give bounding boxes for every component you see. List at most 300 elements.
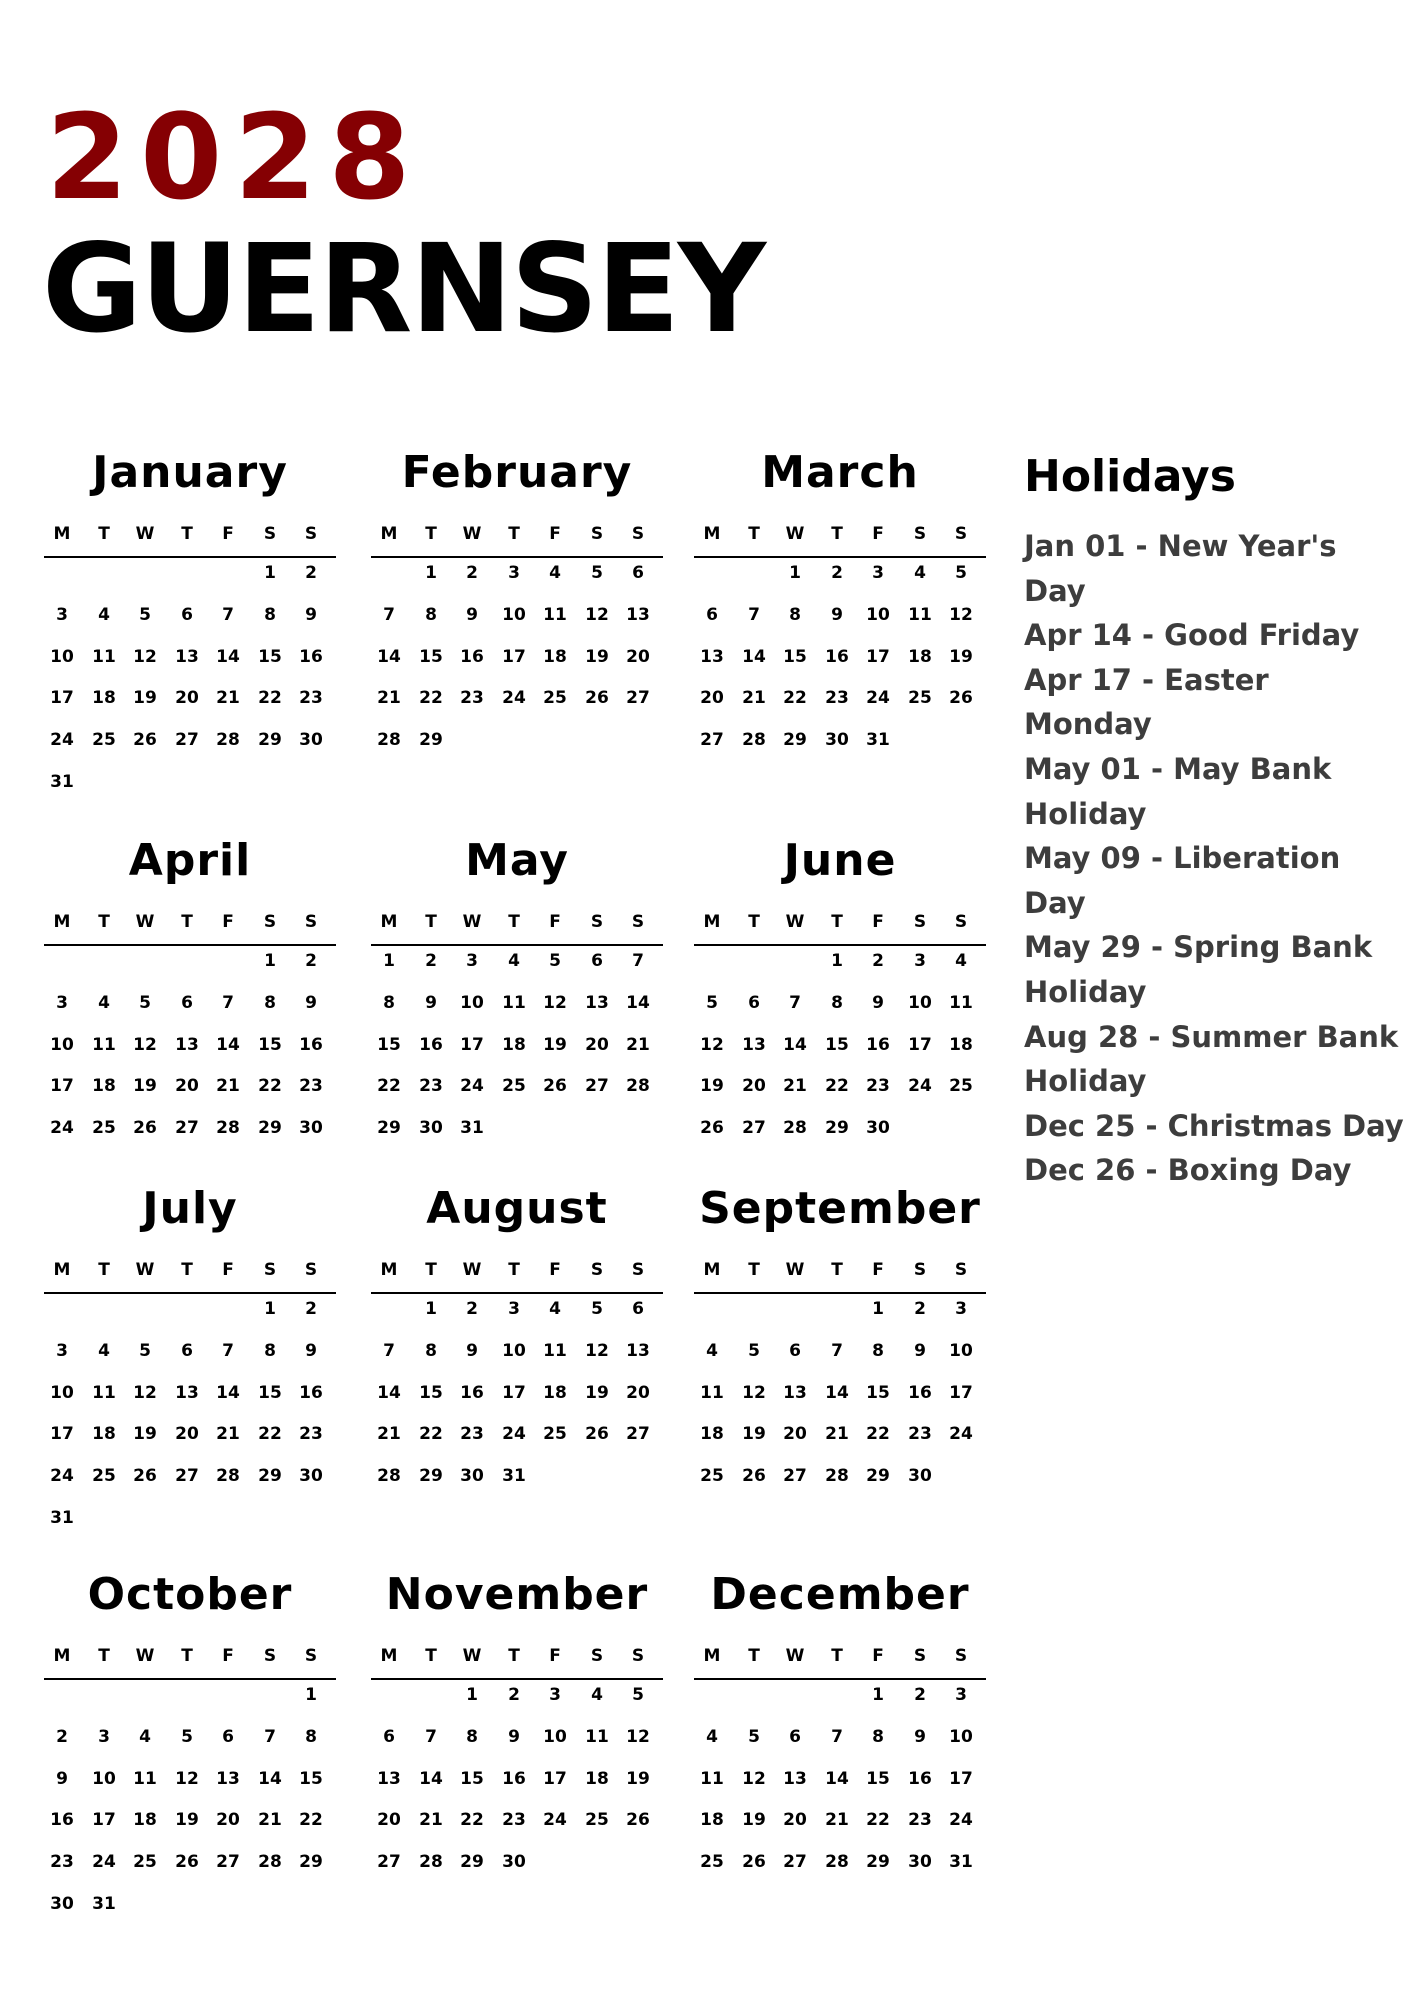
- day-cell: 2: [425, 951, 437, 971]
- weekday-label: T: [181, 1646, 193, 1666]
- month-name: January: [92, 447, 288, 498]
- day-cell: 10: [50, 646, 74, 667]
- day-cell: 24: [502, 1424, 526, 1445]
- day-cell: 29: [460, 1852, 484, 1873]
- day-cell: 27: [783, 1466, 807, 1487]
- day-cell: 27: [626, 688, 650, 709]
- day-cell: 23: [299, 1076, 323, 1097]
- weekday-label: T: [831, 912, 843, 932]
- day-cell: 21: [216, 1076, 240, 1097]
- weekday-label: T: [98, 912, 110, 932]
- day-cell: 12: [585, 1340, 609, 1361]
- day-cell: 14: [216, 1382, 240, 1403]
- day-cell: 26: [626, 1810, 650, 1831]
- calendar-region-title: GUERNSEY: [42, 218, 765, 360]
- day-cell: 17: [866, 646, 890, 667]
- day-cell: 13: [585, 992, 609, 1013]
- day-cell: 8: [466, 1726, 478, 1747]
- weekday-label: F: [222, 1646, 234, 1666]
- day-cell: 13: [742, 1034, 766, 1055]
- day-cell: 4: [706, 1340, 718, 1361]
- calendar-year: 2028: [46, 88, 423, 226]
- day-cell: 14: [825, 1382, 849, 1403]
- day-cell: 25: [543, 688, 567, 709]
- day-cell: 30: [50, 1894, 74, 1914]
- day-cell: 17: [460, 1034, 484, 1055]
- day-cell: 10: [50, 1382, 74, 1403]
- day-cell: 28: [626, 1076, 650, 1097]
- day-cell: 7: [383, 604, 395, 625]
- day-cell: 4: [549, 563, 561, 583]
- day-cell: 11: [700, 1382, 724, 1403]
- day-cell: 14: [419, 1768, 443, 1789]
- day-cell: 31: [949, 1852, 973, 1873]
- day-cell: 3: [508, 563, 520, 583]
- day-cell: 16: [866, 1034, 890, 1055]
- day-cell: 1: [264, 563, 276, 583]
- day-cell: 21: [258, 1810, 282, 1831]
- day-cell: 17: [908, 1034, 932, 1055]
- day-cell: 28: [825, 1852, 849, 1873]
- weekday-label: T: [831, 1260, 843, 1280]
- day-cell: 20: [377, 1810, 401, 1831]
- day-cell: 24: [866, 688, 890, 709]
- day-cell: 5: [139, 992, 151, 1013]
- day-cell: 20: [216, 1810, 240, 1831]
- day-cell: 27: [377, 1852, 401, 1873]
- day-cell: 27: [700, 730, 724, 751]
- day-cell: 8: [264, 992, 276, 1013]
- day-cell: 19: [700, 1076, 724, 1097]
- weekday-label: M: [703, 524, 721, 544]
- day-cell: 25: [700, 1852, 724, 1873]
- weekday-label: M: [53, 524, 71, 544]
- weekday-label: M: [380, 912, 398, 932]
- day-cell: 14: [626, 992, 650, 1013]
- weekday-label: M: [53, 1260, 71, 1280]
- day-cell: 28: [419, 1852, 443, 1873]
- month-name: September: [699, 1183, 981, 1234]
- day-cell: 28: [783, 1118, 807, 1139]
- weekday-label: S: [590, 1646, 604, 1666]
- day-cell: 24: [50, 1466, 74, 1487]
- holidays-title: Holidays: [1024, 451, 1236, 502]
- day-cell: 24: [50, 730, 74, 751]
- weekday-label: S: [913, 1260, 927, 1280]
- day-cell: 5: [955, 563, 967, 583]
- day-cell: 7: [748, 604, 760, 625]
- day-cell: 9: [56, 1768, 68, 1789]
- day-cell: 16: [908, 1382, 932, 1403]
- weekday-label: M: [380, 1260, 398, 1280]
- weekday-label: F: [872, 1260, 884, 1280]
- day-cell: 19: [742, 1424, 766, 1445]
- day-cell: 19: [585, 646, 609, 667]
- day-cell: 26: [133, 1118, 157, 1139]
- weekday-header: [694, 1640, 986, 1680]
- day-cell: 16: [502, 1768, 526, 1789]
- weekday-label: M: [53, 912, 71, 932]
- weekday-label: T: [98, 1260, 110, 1280]
- day-cell: 27: [783, 1852, 807, 1873]
- weekday-label: W: [785, 1646, 805, 1666]
- day-cell: 17: [543, 1768, 567, 1789]
- day-cell: 28: [377, 1466, 401, 1487]
- weekday-label: W: [462, 912, 482, 932]
- day-cell: 17: [949, 1382, 973, 1403]
- day-cell: 30: [908, 1852, 932, 1873]
- day-cell: 6: [632, 563, 644, 583]
- day-cell: 12: [949, 604, 973, 625]
- day-cell: 2: [466, 563, 478, 583]
- day-cell: 22: [866, 1810, 890, 1831]
- day-cell: 19: [742, 1810, 766, 1831]
- day-cell: 14: [783, 1034, 807, 1055]
- day-cell: 29: [419, 730, 443, 751]
- day-cell: 3: [98, 1726, 110, 1747]
- weekday-header: [44, 1640, 336, 1680]
- day-cell: 6: [789, 1340, 801, 1361]
- day-cell: 25: [949, 1076, 973, 1097]
- weekday-label: W: [135, 1646, 155, 1666]
- day-cell: 4: [914, 563, 926, 583]
- weekday-label: T: [748, 912, 760, 932]
- day-cell: 29: [419, 1466, 443, 1487]
- day-cell: 18: [949, 1034, 973, 1055]
- day-cell: 15: [258, 1382, 282, 1403]
- day-cell: 7: [264, 1726, 276, 1747]
- day-cell: 18: [133, 1810, 157, 1831]
- day-cell: 20: [700, 688, 724, 709]
- day-cell: 9: [305, 604, 317, 625]
- day-cell: 20: [742, 1076, 766, 1097]
- day-cell: 13: [626, 604, 650, 625]
- day-cell: 6: [181, 992, 193, 1013]
- day-cell: 19: [175, 1810, 199, 1831]
- day-cell: 17: [92, 1810, 116, 1831]
- day-cell: 2: [872, 951, 884, 971]
- day-cell: 23: [299, 688, 323, 709]
- day-cell: 16: [299, 1034, 323, 1055]
- day-cell: 26: [175, 1852, 199, 1873]
- day-cell: 26: [585, 1424, 609, 1445]
- day-cell: 21: [419, 1810, 443, 1831]
- day-cell: 9: [466, 604, 478, 625]
- day-cell: 16: [299, 1382, 323, 1403]
- day-cell: 27: [175, 1466, 199, 1487]
- weekday-label: W: [135, 912, 155, 932]
- day-cell: 21: [783, 1076, 807, 1097]
- day-cell: 9: [508, 1726, 520, 1747]
- day-cell: 1: [872, 1299, 884, 1319]
- day-cell: 30: [419, 1118, 443, 1139]
- weekday-label: W: [462, 1646, 482, 1666]
- weekday-label: T: [425, 524, 437, 544]
- day-cell: 23: [908, 1424, 932, 1445]
- day-cell: 8: [872, 1726, 884, 1747]
- month-name: June: [783, 835, 897, 886]
- day-cell: 17: [502, 1382, 526, 1403]
- day-cell: 11: [908, 604, 932, 625]
- day-cell: 1: [872, 1685, 884, 1705]
- day-cell: 11: [700, 1768, 724, 1789]
- day-cell: 27: [585, 1076, 609, 1097]
- day-cell: 15: [419, 1382, 443, 1403]
- weekday-label: T: [98, 1646, 110, 1666]
- day-cell: 26: [133, 1466, 157, 1487]
- day-cell: 6: [181, 604, 193, 625]
- day-cell: 22: [460, 1810, 484, 1831]
- day-cell: 22: [258, 1424, 282, 1445]
- day-cell: 28: [377, 730, 401, 751]
- day-cell: 5: [139, 604, 151, 625]
- day-cell: 22: [299, 1810, 323, 1831]
- day-cell: 10: [502, 604, 526, 625]
- weekday-header: [44, 1254, 336, 1294]
- day-cell: 24: [502, 688, 526, 709]
- weekday-label: S: [590, 524, 604, 544]
- month-name: July: [142, 1183, 238, 1234]
- day-cell: 23: [866, 1076, 890, 1097]
- day-cell: 13: [783, 1768, 807, 1789]
- day-cell: 21: [377, 1424, 401, 1445]
- weekday-label: S: [590, 912, 604, 932]
- weekday-label: S: [913, 1646, 927, 1666]
- day-cell: 22: [866, 1424, 890, 1445]
- day-cell: 26: [543, 1076, 567, 1097]
- day-cell: 17: [949, 1768, 973, 1789]
- day-cell: 29: [377, 1118, 401, 1139]
- month-name: October: [87, 1569, 293, 1620]
- weekday-label: F: [872, 1646, 884, 1666]
- day-cell: 8: [872, 1340, 884, 1361]
- day-cell: 7: [632, 951, 644, 971]
- weekday-label: S: [263, 524, 277, 544]
- day-cell: 4: [549, 1299, 561, 1319]
- day-cell: 19: [543, 1034, 567, 1055]
- day-cell: 16: [825, 646, 849, 667]
- day-cell: 16: [419, 1034, 443, 1055]
- day-cell: 6: [383, 1726, 395, 1747]
- day-cell: 7: [425, 1726, 437, 1747]
- day-cell: 20: [626, 1382, 650, 1403]
- day-cell: 29: [299, 1852, 323, 1873]
- month-name: August: [426, 1183, 608, 1234]
- day-cell: 7: [831, 1726, 843, 1747]
- day-cell: 18: [92, 1076, 116, 1097]
- day-cell: 15: [866, 1382, 890, 1403]
- weekday-label: S: [631, 912, 645, 932]
- day-cell: 13: [783, 1382, 807, 1403]
- day-cell: 31: [866, 730, 890, 751]
- day-cell: 24: [908, 1076, 932, 1097]
- weekday-label: S: [954, 912, 968, 932]
- day-cell: 30: [825, 730, 849, 751]
- day-cell: 8: [425, 604, 437, 625]
- weekday-label: W: [462, 1260, 482, 1280]
- day-cell: 25: [92, 1118, 116, 1139]
- day-cell: 22: [825, 1076, 849, 1097]
- day-cell: 5: [139, 1340, 151, 1361]
- day-cell: 29: [258, 1466, 282, 1487]
- day-cell: 23: [460, 1424, 484, 1445]
- month-name: May: [465, 835, 569, 886]
- day-cell: 11: [585, 1726, 609, 1747]
- weekday-label: M: [380, 524, 398, 544]
- day-cell: 3: [955, 1299, 967, 1319]
- day-cell: 27: [216, 1852, 240, 1873]
- day-cell: 13: [175, 1382, 199, 1403]
- day-cell: 28: [216, 1118, 240, 1139]
- weekday-label: S: [304, 1260, 318, 1280]
- day-cell: 23: [460, 688, 484, 709]
- day-cell: 20: [783, 1424, 807, 1445]
- day-cell: 10: [543, 1726, 567, 1747]
- day-cell: 19: [133, 688, 157, 709]
- day-cell: 16: [299, 646, 323, 667]
- holiday-item: Dec 25 - Christmas Day: [1024, 1108, 1404, 1143]
- weekday-label: S: [304, 524, 318, 544]
- day-cell: 30: [299, 730, 323, 751]
- day-cell: 15: [258, 1034, 282, 1055]
- day-cell: 24: [460, 1076, 484, 1097]
- day-cell: 2: [305, 563, 317, 583]
- weekday-label: M: [703, 1646, 721, 1666]
- weekday-header: [44, 906, 336, 946]
- weekday-label: W: [135, 1260, 155, 1280]
- day-cell: 12: [626, 1726, 650, 1747]
- day-cell: 15: [825, 1034, 849, 1055]
- day-cell: 18: [92, 688, 116, 709]
- day-cell: 18: [92, 1424, 116, 1445]
- day-cell: 8: [425, 1340, 437, 1361]
- day-cell: 11: [92, 1382, 116, 1403]
- day-cell: 7: [789, 992, 801, 1013]
- day-cell: 7: [831, 1340, 843, 1361]
- day-cell: 18: [543, 646, 567, 667]
- day-cell: 21: [825, 1424, 849, 1445]
- day-cell: 13: [216, 1768, 240, 1789]
- day-cell: 16: [460, 646, 484, 667]
- day-cell: 7: [222, 992, 234, 1013]
- day-cell: 17: [50, 688, 74, 709]
- weekday-label: W: [785, 524, 805, 544]
- weekday-label: F: [872, 524, 884, 544]
- holiday-item: Apr 14 - Good Friday: [1024, 618, 1360, 653]
- day-cell: 6: [632, 1299, 644, 1319]
- weekday-label: F: [222, 912, 234, 932]
- day-cell: 8: [789, 604, 801, 625]
- day-cell: 15: [783, 646, 807, 667]
- weekday-header: [694, 1254, 986, 1294]
- day-cell: 22: [419, 1424, 443, 1445]
- day-cell: 30: [299, 1118, 323, 1139]
- day-cell: 8: [305, 1726, 317, 1747]
- day-cell: 24: [949, 1424, 973, 1445]
- day-cell: 3: [549, 1685, 561, 1705]
- day-cell: 23: [419, 1076, 443, 1097]
- day-cell: 20: [783, 1810, 807, 1831]
- day-cell: 28: [216, 730, 240, 751]
- day-cell: 2: [466, 1299, 478, 1319]
- day-cell: 14: [377, 646, 401, 667]
- day-cell: 13: [175, 646, 199, 667]
- day-cell: 8: [831, 992, 843, 1013]
- day-cell: 12: [133, 1382, 157, 1403]
- weekday-header: [371, 906, 663, 946]
- day-cell: 2: [56, 1726, 68, 1747]
- day-cell: 3: [56, 604, 68, 625]
- holiday-item: Dec 26 - Boxing Day: [1024, 1153, 1352, 1188]
- day-cell: 16: [908, 1768, 932, 1789]
- weekday-label: S: [631, 524, 645, 544]
- day-cell: 1: [264, 951, 276, 971]
- month-name: March: [761, 447, 919, 498]
- day-cell: 9: [872, 992, 884, 1013]
- day-cell: 18: [700, 1424, 724, 1445]
- holiday-item: Jan 01 - New Year's Day: [1024, 529, 1337, 608]
- day-cell: 5: [748, 1726, 760, 1747]
- day-cell: 6: [591, 951, 603, 971]
- day-cell: 14: [377, 1382, 401, 1403]
- day-cell: 11: [92, 646, 116, 667]
- day-cell: 20: [175, 688, 199, 709]
- day-cell: 5: [181, 1726, 193, 1747]
- weekday-label: T: [508, 1646, 520, 1666]
- holiday-item: May 29 - Spring Bank Holiday: [1024, 930, 1373, 1009]
- day-cell: 5: [748, 1340, 760, 1361]
- day-cell: 12: [133, 646, 157, 667]
- weekday-label: F: [549, 524, 561, 544]
- day-cell: 9: [914, 1340, 926, 1361]
- day-cell: 20: [175, 1424, 199, 1445]
- day-cell: 14: [742, 646, 766, 667]
- day-cell: 1: [425, 1299, 437, 1319]
- day-cell: 26: [700, 1118, 724, 1139]
- day-cell: 5: [549, 951, 561, 971]
- weekday-header: [371, 518, 663, 558]
- day-cell: 10: [949, 1340, 973, 1361]
- day-cell: 12: [700, 1034, 724, 1055]
- day-cell: 27: [175, 1118, 199, 1139]
- day-cell: 1: [383, 951, 395, 971]
- day-cell: 24: [50, 1118, 74, 1139]
- day-cell: 26: [742, 1466, 766, 1487]
- weekday-header: [44, 518, 336, 558]
- day-cell: 29: [825, 1118, 849, 1139]
- day-cell: 13: [626, 1340, 650, 1361]
- day-cell: 7: [222, 1340, 234, 1361]
- day-cell: 23: [299, 1424, 323, 1445]
- weekday-header: [694, 906, 986, 946]
- day-cell: 24: [543, 1810, 567, 1831]
- day-cell: 31: [92, 1894, 116, 1914]
- day-cell: 20: [175, 1076, 199, 1097]
- day-cell: 18: [700, 1810, 724, 1831]
- weekday-label: T: [425, 1646, 437, 1666]
- day-cell: 25: [543, 1424, 567, 1445]
- day-cell: 12: [175, 1768, 199, 1789]
- day-cell: 6: [181, 1340, 193, 1361]
- weekday-label: S: [954, 1646, 968, 1666]
- day-cell: 10: [50, 1034, 74, 1055]
- day-cell: 19: [133, 1424, 157, 1445]
- day-cell: 22: [783, 688, 807, 709]
- day-cell: 1: [466, 1685, 478, 1705]
- day-cell: 1: [425, 563, 437, 583]
- day-cell: 3: [955, 1685, 967, 1705]
- day-cell: 3: [914, 951, 926, 971]
